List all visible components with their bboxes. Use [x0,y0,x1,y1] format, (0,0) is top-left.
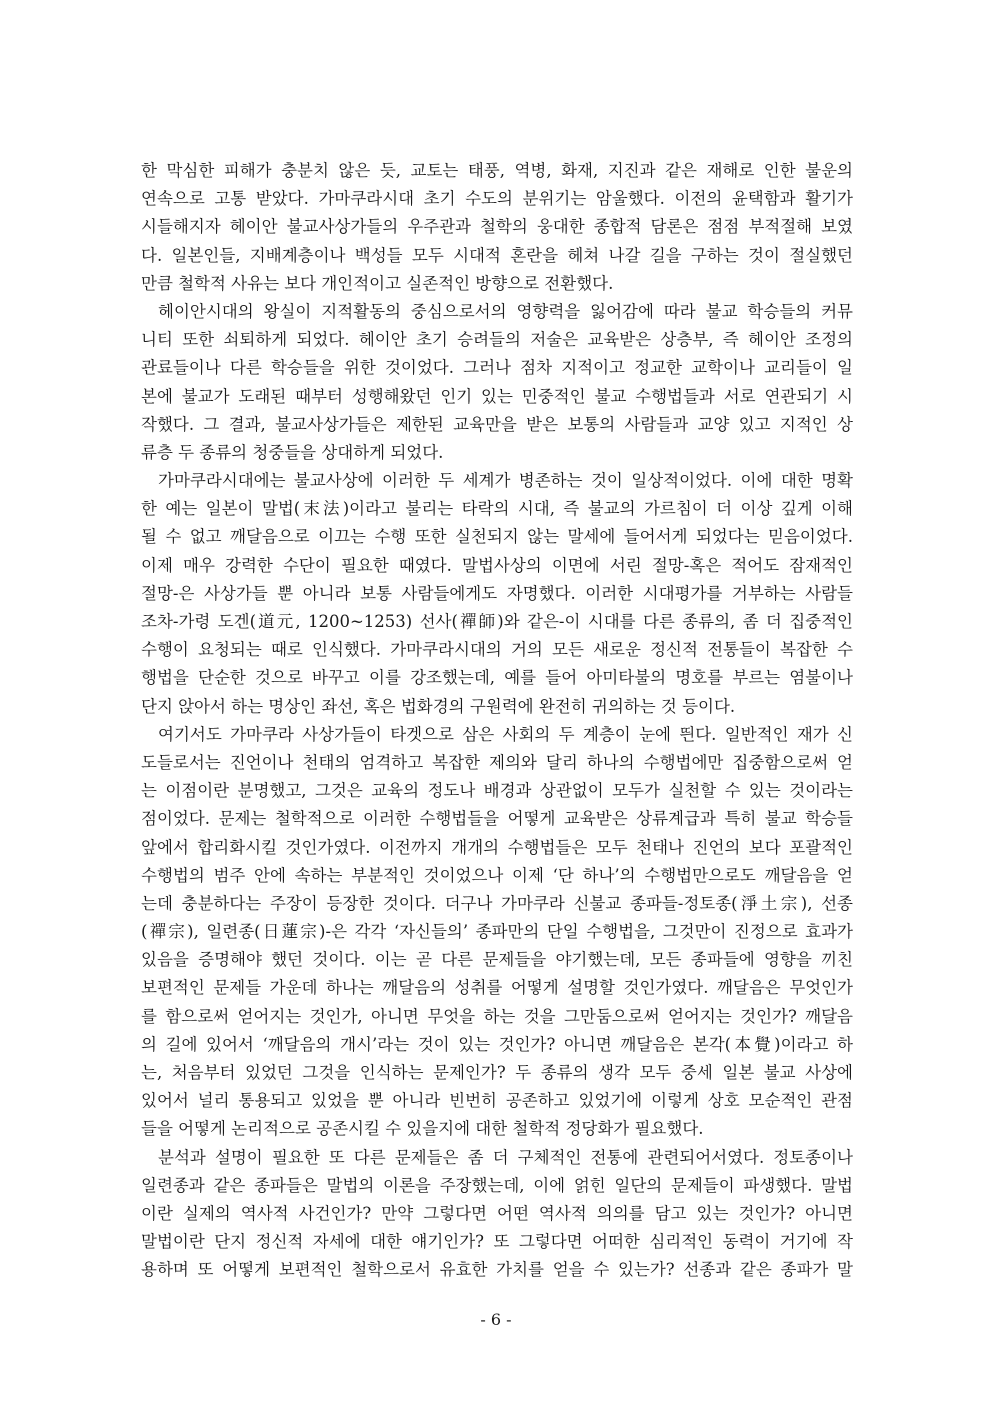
paragraph-3 [141,467,853,721]
text-line: 용하며 또 어떻게 보편적인 철학으로서 유효한 가치를 얻을 수 있는가? 선종과 같은 종파가 말 [141,1260,853,1280]
text-line: (禪宗), 일련종(日蓮宗)-은 각각 ‘자신들의’ 종파만의 단일 수행법을, 그것만이 진정으로 효과가 [141,922,853,942]
paragraph-2 [141,298,853,467]
text-line: 류층 두 종류의 청중들을 상대하게 되었다. [141,442,444,462]
text-line: 들을 어떻게 논리적으로 공존시킬 수 있을지에 대한 철학적 정당화가 필요했다. [141,1119,704,1139]
text-line: 분석과 설명이 필요한 또 다른 문제들은 좀 더 구체적인 전통에 관련되어서였다. 정토종이나 [158,1147,853,1167]
text-line: 를 함으로써 얻어지는 것인가, 아니면 무엇을 하는 것을 그만둠으로써 얻어지는 것인가? 깨달음 [141,1006,853,1026]
text-line: 될 수 없고 깨달음으로 이끄는 수행 또한 실천되지 않는 말세에 들어서게 되었다는 믿음이었다. [141,527,853,547]
text-line: 도들로서는 진언이나 천태의 엄격하고 복잡한 제의와 달리 하나의 수행법에만 집중함으로써 얻 [141,752,853,772]
text-line: 절망-은 사상가들 뿐 아니라 보통 사람들에게도 자명했다. 이러한 시대평가를 거부하는 사람들 [141,583,853,603]
text-line: 시들해지자 헤이안 불교사상가들의 우주관과 철학의 웅대한 종합적 담론은 점점 부적절해 보였 [141,217,853,237]
text-line: 단지 앉아서 하는 명상인 좌선, 혹은 법화경의 구원력에 완전히 귀의하는 것 등이다. [141,696,736,716]
text-line: 행법을 단순한 것으로 바꾸고 이를 강조했는데, 예를 들어 아미타불의 명호를 부르는 염불이나 [141,668,853,688]
text-line: 보편적인 문제들 가운데 하나는 깨달음의 성취를 어떻게 설명할 것인가였다. 깨달음은 무엇인가 [141,978,853,998]
text-line: 이란 실제의 역사적 사건인가? 만약 그렇다면 어떤 역사적 의의를 담고 있는 것인가? 아니면 [141,1203,853,1223]
paragraph-4 [141,721,853,1144]
text-line: 여기서도 가마쿠라 사상가들이 타겟으로 삼은 사회의 두 계층이 눈에 띈다. 일반적인 재가 신 [158,724,853,744]
text-line: 관료들이나 다른 학승들을 위한 것이었다. 그러나 점차 지적이고 정교한 교학이나 교리들이 일 [141,358,853,378]
text-line: 는, 처음부터 있었던 그것을 인식하는 문제인가? 두 종류의 생각 모두 중세 일본 불교 사상에 [141,1063,853,1082]
text-line: 조차-가령 도겐(道元, 1200~1253) 선사(禪師)와 같은-이 시대를 다른 종류의, 좀 더 집중적인 [141,612,853,631]
paragraph-1 [141,157,853,298]
paragraph-5 [141,1144,853,1285]
text-line: 니티 또한 쇠퇴하게 되었다. 헤이안 초기 승려들의 저술은 교육받은 상층부, 즉 헤이안 조정의 [141,330,853,350]
text-line: 이제 매우 강력한 수단이 필요한 때였다. 말법사상의 이면에 서린 절망-혹은 적어도 잠재적인 [141,555,853,575]
text-line: 는 이점이란 분명했고, 그것은 교육의 정도나 배경과 상관없이 모두가 실천할 수 있는 것이라는 [141,781,853,801]
text-line: 만큼 철학적 사유는 보다 개인적이고 실존적인 방향으로 전환했다. [141,273,614,293]
document-body [141,157,853,1285]
text-line: 한 막심한 피해가 충분치 않은 듯, 교토는 태풍, 역병, 화재, 지진과 같은 재해로 인한 불운의 [141,161,853,180]
text-line: 수행이 요청되는 때로 인식했다. 가마쿠라시대의 거의 모든 새로운 정신적 전통들이 복잡한 수 [141,640,853,660]
text-line: 헤이안시대의 왕실이 지적활동의 중심으로서의 영향력을 잃어감에 따라 불교 학승들의 커뮤 [158,301,853,321]
text-line: 의 길에 있어서 ‘깨달음의 개시’라는 것이 있는 것인가? 아니면 깨달음은 본각(本覺)이라고 하 [141,1034,853,1054]
text-line: 가마쿠라시대에는 불교사상에 이러한 두 세계가 병존하는 것이 일상적이었다. 이에 대한 명확 [158,471,853,491]
text-line: 있어서 널리 통용되고 있었을 뿐 아니라 빈번히 공존하고 있었기에 이렇게 상호 모순적인 관점 [141,1091,853,1111]
text-line: 있음을 증명해야 했던 것이다. 이는 곧 다른 문제들을 야기했는데, 모든 종파들에 영향을 끼친 [141,950,853,970]
text-line: 작했다. 그 결과, 불교사상가들은 제한된 교육만을 받은 보통의 사람들과 교양 있고 지적인 상 [141,414,853,434]
text-line: 한 예는 일본이 말법(末法)이라고 불리는 타락의 시대, 즉 불교의 가르침이 더 이상 깊게 이해 [141,499,853,519]
text-line: 말법이란 단지 정신적 자세에 대한 얘기인가? 또 그렇다면 어떠한 심리적인 동력이 거기에 작 [141,1232,853,1252]
text-line: 수행법의 범주 안에 속하는 부분적인 것이었으나 이제 ‘단 하나’의 수행법만으로도 깨달음을 얻 [141,865,853,885]
text-line: 본에 불교가 도래된 때부터 성행해왔던 인기 있는 민중적인 불교 수행법들과 서로 연관되기 시 [141,386,853,406]
text-line: 다. 일본인들, 지배계층이나 백성들 모두 시대적 혼란을 헤쳐 나갈 길을 구하는 것이 절실했던 [141,245,853,265]
text-line: 는데 충분하다는 주장이 등장한 것이다. 더구나 가마쿠라 신불교 종파들-정토종(淨土宗), 선종 [141,893,853,913]
text-line: 점이었다. 문제는 철학적으로 이러한 수행법들을 어떻게 교육받은 상류계급과 특히 불교 학승들 [141,809,853,829]
text-line: 연속으로 고통 받았다. 가마쿠라시대 초기 수도의 분위기는 암울했다. 이전의 윤택함과 활기가 [141,189,853,209]
page-number: - 6 - [480,1310,512,1329]
text-line: 일련종과 같은 종파들은 말법의 이론을 주장했는데, 이에 얽힌 일단의 문제들이 파생했다. 말법 [141,1175,853,1195]
text-line: 앞에서 합리화시킬 것인가였다. 이전까지 개개의 수행법들은 모두 천태나 진언의 보다 포괄적인 [141,837,853,857]
